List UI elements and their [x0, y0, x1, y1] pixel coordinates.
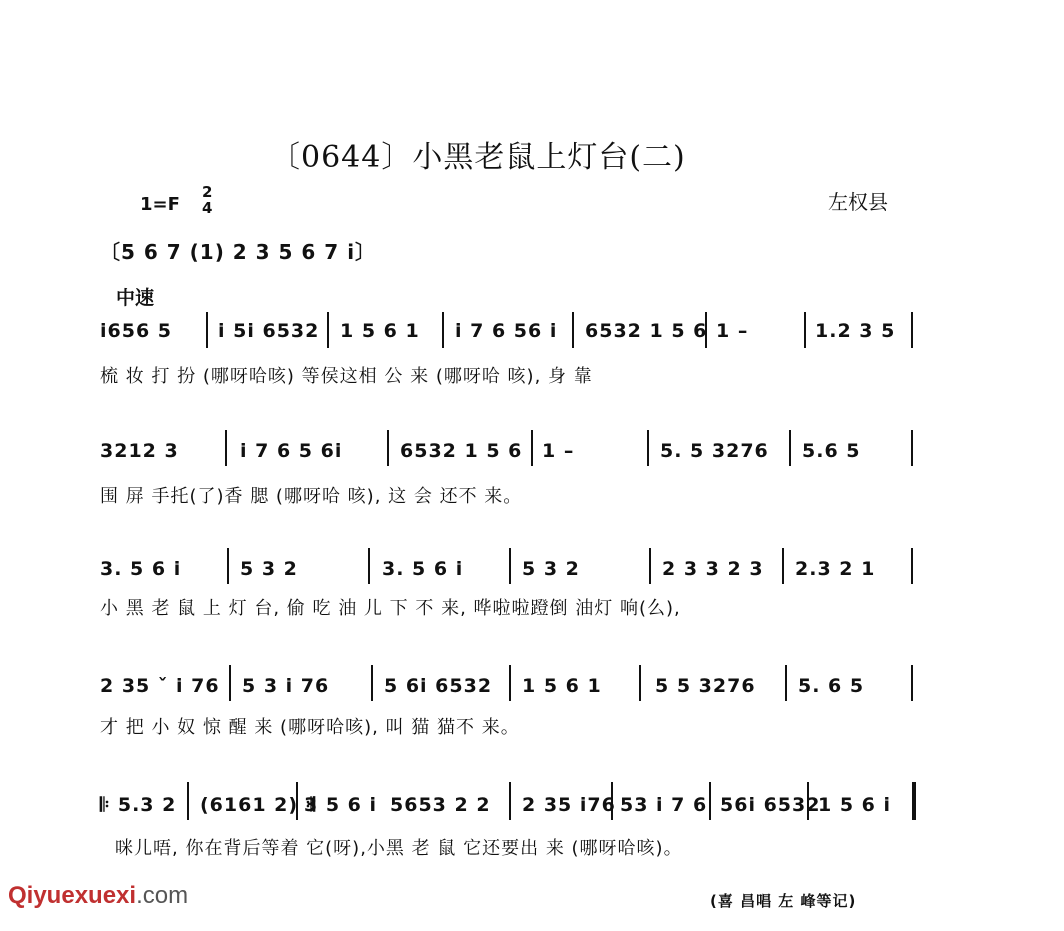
meter-top: 2 [202, 183, 213, 201]
lyric-line: 小 黑 老 鼠 上 灯 台, 偷 吃 油 儿 下 不 来, 哗啦啦蹬倒 油灯 响(么), [100, 598, 681, 619]
measure: 6532 1 5 6 [585, 320, 708, 342]
measure: i 7 6 56 i [455, 320, 558, 342]
measure: 5 3 i 76 [242, 675, 330, 697]
measure: 1.2 3 5 [815, 320, 896, 342]
lyric-line: 咪儿唔, 你在背后等着 它(呀),小黑 老 鼠 它还要出 来 (哪呀哈咳)。 [115, 838, 683, 859]
lyric-line: 才 把 小 奴 惊 醒 来 (哪呀哈咳), 叫 猫 猫不 来。 [100, 717, 520, 738]
measure: 1 5 6 1 [522, 675, 602, 697]
measure: 2.3 2 1 [795, 558, 876, 580]
measure: i 7 6 5 6i [240, 440, 343, 462]
measure: 5 3 2 [240, 558, 298, 580]
measure: 5.6 5 [802, 440, 861, 462]
measure: 3. 5 6 i [382, 558, 464, 580]
measure: 5653 2 2 [390, 794, 491, 816]
watermark-suffix: .com [136, 882, 189, 909]
origin-place: 左权县 [828, 190, 888, 214]
key-signature: 1=F [140, 194, 180, 215]
measure: 56i 6532 [720, 794, 821, 816]
lyric-line: 围 屏 手托(了)香 腮 (哪呀哈 咳), 这 会 还不 来。 [100, 486, 523, 507]
watermark-logo [8, 882, 188, 910]
song-title: 〔0644〕小黑老鼠上灯台(二) [270, 140, 686, 175]
measure: 2 35 i76 [522, 794, 616, 816]
measure: i 5i 6532 [218, 320, 320, 342]
measure: 5 3 2 [522, 558, 580, 580]
measure: 5 6i 6532 [384, 675, 493, 697]
measure: 5 5 3276 [655, 675, 756, 697]
measure: 1 – [716, 320, 749, 342]
measure: 53 i 7 6 [620, 794, 708, 816]
measure: 3. 5 6 i [100, 558, 182, 580]
measure: (6161 2) 𝄇 [200, 794, 316, 816]
measure: 2 3 3 2 3 [662, 558, 764, 580]
measure: 1 – [542, 440, 575, 462]
credit-line: (喜 昌唱 左 峰等记) [710, 892, 857, 910]
tempo-marking: 中速 [116, 287, 155, 309]
measure: 6532 1 5 6 [400, 440, 523, 462]
measure: 5. 5 3276 [660, 440, 769, 462]
measure: 1 5 6 i [818, 794, 892, 816]
lyric-line: 梳 妆 打 扮 (哪呀哈咳) 等侯这相 公 来 (哪呀哈 咳), 身 靠 [100, 366, 593, 387]
measure: 3212 3 [100, 440, 179, 462]
intro-line: 〔5 6 7 (1) 2 3 5 6 7 i〕 [100, 240, 377, 264]
measure: i656 5 [100, 320, 173, 342]
meter-bottom: 4 [202, 199, 213, 217]
measure: 1 5 6 1 [340, 320, 420, 342]
measure: 3 5 6 i [304, 794, 378, 816]
measure: 𝄆 5.3 2 [100, 794, 177, 816]
measure: 5. 6 5 [798, 675, 865, 697]
watermark-brand: Qiyuexuexi [8, 882, 137, 909]
measure: 2 35 ˇ i 76 [100, 675, 220, 697]
